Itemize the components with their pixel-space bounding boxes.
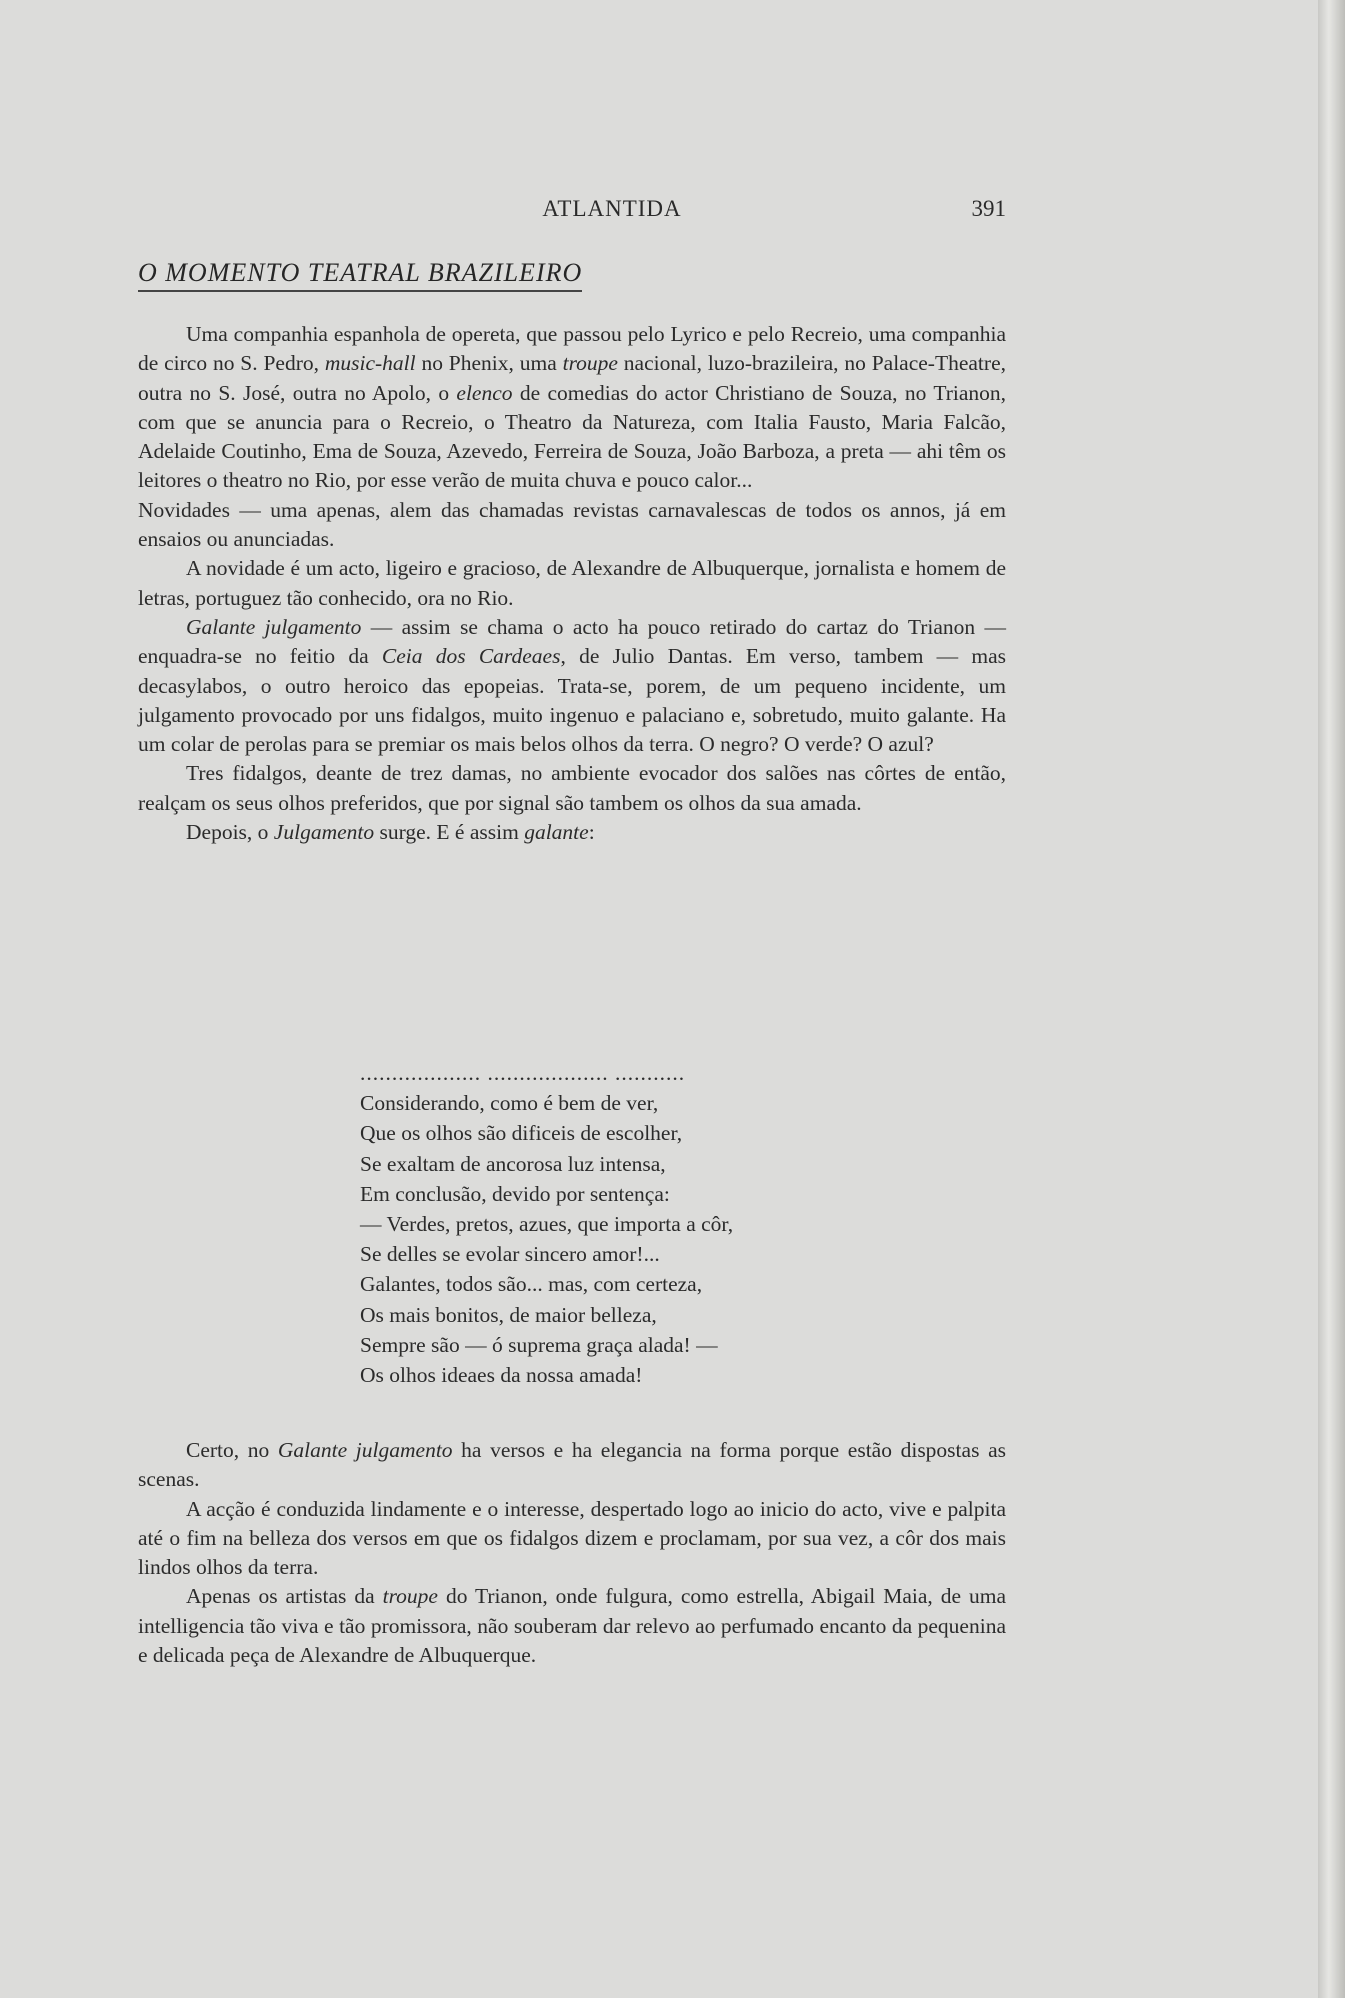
poem-line: Galantes, todos são... mas, com certeza, — [360, 1272, 703, 1297]
italic-text: Galante julgamento — [277, 1438, 453, 1462]
article-body — [138, 320, 1006, 847]
paragraph — [138, 496, 1006, 555]
poem-line: Os mais bonitos, de maior belleza, — [360, 1302, 657, 1327]
poem-line: Em conclusão, devido por sentença: — [360, 1181, 670, 1206]
italic-text: Ceia dos Cardeaes — [381, 644, 561, 669]
poem-quote — [360, 1058, 880, 1390]
paragraph — [138, 320, 1006, 496]
paragraph — [138, 759, 1006, 818]
italic-text: Julgamento — [273, 820, 375, 845]
paragraph — [138, 1436, 1006, 1495]
text-run: do Trianon, onde fulgura, como estrella, Abigail Maia, de uma intelligencia tão viva e tão promissora, não souberam dar relevo ao perfumado encanto da pequenina e delicada peça de Alexandre de Albuquerque. — [138, 1584, 1007, 1668]
poem-line: Que os olhos são dificeis de escolher, — [360, 1121, 683, 1146]
page-header — [138, 196, 1006, 226]
text-run: de comedias do actor Christiano de Souza, no Trianon, com que se anuncia para o Recreio, o Theatro da Natureza, com Italia Fausto, Maria Falcão, Adelaide Coutinho, Ema de Souza, Azevedo, Ferreira de Souza, João Barboza, a preta — ahi têm os leitores o theatro no Rio, por esse verão de muita chuva e pouco calor... — [138, 380, 1006, 493]
paragraph — [138, 554, 1006, 613]
text-run: Depois, o — [186, 820, 274, 845]
italic-text: music-hall — [324, 351, 416, 376]
text-run: , de Julio Dantas. Em verso, tambem — mas decasylabos, o outro heroico das epopeias. Trata-se, porem, de um pequeno incidente, um julgamento provocado por uns fidalgos, muito ingenuo e palaciano e, sobretudo, muito galante. Ha um colar de perolas para se premiar os mais belos olhos da terra. O negro? O verde? O azul? — [138, 644, 1007, 757]
text-run: surge. E é assim — [374, 820, 525, 845]
text-run: Tres fidalgos, deante de trez damas, no ambiente evocador dos salões nas côrtes de então, realçam os seus olhos preferidos, que por signal são tambem os olhos da sua amada. — [138, 761, 1006, 815]
italic-text: elenco — [456, 380, 513, 405]
running-title: ATLANTIDA — [542, 196, 682, 221]
text-run: : — [588, 820, 595, 845]
italic-text: troupe — [382, 1584, 438, 1609]
paragraph — [138, 818, 1006, 847]
poem-lines — [360, 1088, 880, 1390]
poem-ellipsis: ................... ................... ........... — [360, 1061, 686, 1085]
italic-text: troupe — [562, 351, 618, 376]
text-run: Apenas os artistas da — [186, 1584, 383, 1609]
text-run: A novidade é um acto, ligeiro e gracioso, de Alexandre de Albuquerque, jornalista e homem de letras, portuguez tão conhecido, ora no Rio. — [138, 556, 1006, 610]
text-run: no Phenix, uma — [415, 351, 563, 376]
text-run: A acção é conduzida lindamente e o interesse, despertado logo ao inicio do acto, vive e palpita até o fim na belleza dos versos em que os fidalgos dizem e proclamam, por sua vez, a côr dos mais lindos olhos da terra. — [138, 1496, 1006, 1580]
poem-line: Se exaltam de ancorosa luz intensa, — [360, 1151, 666, 1176]
paragraph — [138, 613, 1006, 759]
text-run: Certo, no — [186, 1438, 278, 1462]
poem-line: Considerando, como é bem de ver, — [360, 1091, 659, 1116]
page-edge — [1318, 0, 1345, 1998]
text-run: Uma companhia espanhola de opereta, que passou pelo Lyrico e pelo Recreio, uma companhia de circo no S. Pedro, — [138, 322, 1006, 376]
article-title: O MOMENTO TEATRAL BRAZILEIRO — [138, 258, 582, 292]
paragraph — [138, 1582, 1006, 1670]
italic-text: galante — [524, 820, 589, 845]
poem-line: Os olhos ideaes da nossa amada! — [360, 1363, 643, 1388]
text-run: nacional, luzo-brazileira, no Palace-Theatre, outra no S. José, outra no Apolo, o — [138, 351, 1006, 405]
text-run: Novidades — uma apenas, alem das chamadas revistas carnavalescas de todos os annos, já em ensaios ou anunciadas. — [138, 497, 1006, 552]
poem-line: Se delles se evolar sincero amor!... — [360, 1242, 660, 1267]
text-run: — assim se chama o acto ha pouco retirado do cartaz do Trianon — enquadra-se no feitio da — [138, 614, 1006, 669]
poem-line: — Verdes, pretos, azues, que importa a côr, — [360, 1212, 734, 1237]
page-number: 391 — [971, 196, 1006, 221]
text-run: ha versos e ha elegancia na forma porque estão dispostas as scenas. — [138, 1438, 1006, 1492]
paragraph — [138, 1495, 1006, 1583]
italic-text: Galante julgamento — [186, 614, 362, 639]
poem-line: Sempre são — ó suprema graça alada! — — [360, 1332, 718, 1357]
article-body-closing — [138, 1436, 1006, 1670]
